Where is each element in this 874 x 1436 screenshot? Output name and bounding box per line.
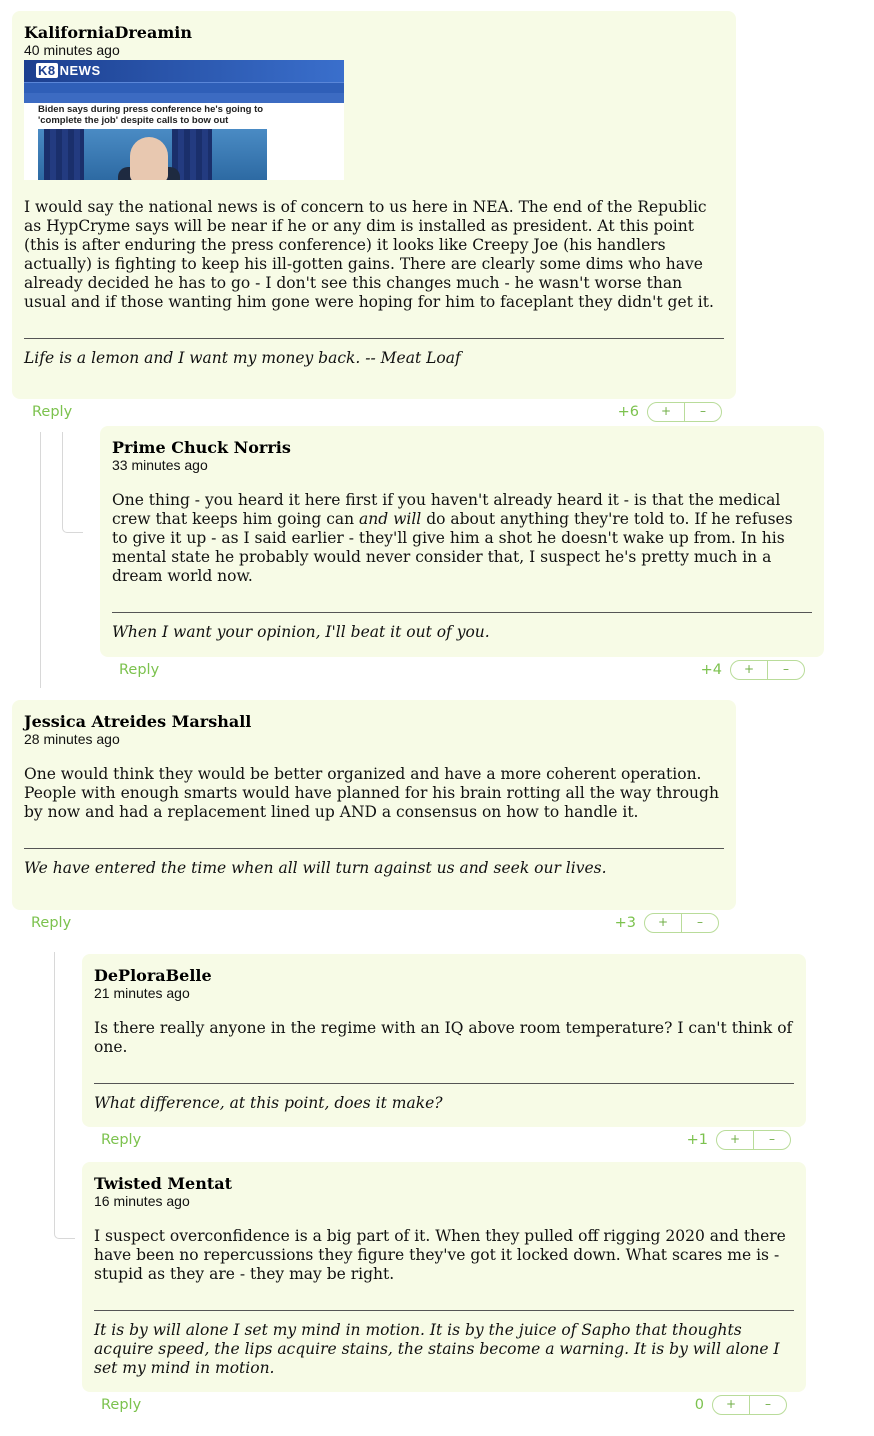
comment-card — [12, 11, 736, 399]
vote-score: +1 — [686, 1132, 708, 1148]
vote-controls — [701, 660, 805, 680]
comment-author[interactable]: KaliforniaDreamin — [24, 23, 192, 42]
comment-author[interactable]: Jessica Atreides Marshall — [24, 712, 252, 731]
comment-body: Is there really anyone in the regime with an IQ above room temperature? I can't think of one. — [94, 1019, 793, 1056]
comment-signature: We have entered the time when all will turn against us and seek our lives. — [24, 859, 607, 877]
reply-button[interactable]: Reply — [119, 662, 160, 678]
upvote-button[interactable]: + — [657, 915, 669, 929]
downvote-button[interactable]: – — [684, 403, 721, 421]
comment-body: I suspect overconfidence is a big part of it. When they pulled off rigging 2020 and there have been no repercussions they figure they've got it locked down. What scares me is - stupid as they are - they may be right. — [94, 1227, 786, 1283]
upvote-button[interactable]: + — [729, 1132, 741, 1146]
comment-timestamp: 40 minutes ago — [24, 42, 120, 58]
signature-divider — [24, 848, 724, 849]
vote-controls — [618, 402, 722, 422]
vote-buttons — [647, 402, 722, 422]
vote-controls — [687, 1130, 791, 1150]
upvote-button[interactable]: + — [725, 1397, 737, 1411]
thread-line — [40, 432, 41, 688]
comment-card — [12, 700, 736, 910]
thread-elbow — [62, 432, 83, 533]
signature-divider — [94, 1310, 794, 1311]
thread-line — [54, 952, 55, 1038]
vote-buttons — [716, 1130, 791, 1150]
vote-score: +4 — [700, 662, 722, 678]
news-headline: Biden says during press conference he's going to 'complete the job' despite calls to bow out — [38, 104, 264, 126]
downvote-button[interactable]: – — [681, 914, 718, 932]
vote-score: +3 — [614, 915, 636, 931]
news-nav-bar — [24, 82, 344, 93]
vote-controls — [695, 1395, 787, 1415]
emphasis-text: and will — [359, 510, 422, 528]
comment-card — [100, 426, 824, 657]
comment-author[interactable]: Prime Chuck Norris — [112, 438, 291, 457]
downvote-button[interactable]: – — [767, 661, 804, 679]
comment-timestamp: 21 minutes ago — [94, 985, 190, 1001]
downvote-button[interactable]: – — [749, 1396, 786, 1414]
person-face-graphic — [130, 137, 168, 180]
comment-actions — [119, 660, 805, 682]
signature-divider — [94, 1083, 794, 1084]
reply-button[interactable]: Reply — [32, 404, 73, 420]
thread-elbow — [54, 1038, 75, 1239]
comment-signature: It is by will alone I set my mind in motion. It is by the juice of Sapho that thoughts acquire speed, the lips acquire stains, the stains become a warning. It is by will alone I set my mind in motion. — [94, 1321, 780, 1377]
comment-card — [82, 1162, 806, 1392]
comment-author[interactable]: DePloraBelle — [94, 966, 212, 985]
vote-buttons — [730, 660, 805, 680]
news-screenshot-image[interactable] — [24, 60, 344, 180]
vote-score: 0 — [694, 1397, 704, 1413]
reply-button[interactable]: Reply — [31, 915, 72, 931]
comment-signature: When I want your opinion, I'll beat it out of you. — [112, 623, 490, 641]
downvote-button[interactable]: – — [753, 1131, 790, 1149]
vote-score: +6 — [617, 404, 639, 420]
vote-buttons — [644, 913, 719, 933]
signature-divider — [24, 338, 724, 339]
news-header — [24, 60, 344, 82]
comment-card — [82, 954, 806, 1127]
comment-actions — [101, 1395, 787, 1417]
comment-body: I would say the national news is of concern to us here in NEA. The end of the Republic as HypCryme says will be near if he or any dim is installed as president. At this point (this is after enduring the press conference) it looks like Creepy Joe (his handlers actually) is fighting to keep his ill-gotten gains. There are clearly some dims who have already decided he has to go - I don't see this changes much - he wasn't worse than usual and if those wanting him gone were hoping for him to faceplant they didn't get it. — [24, 198, 714, 311]
comment-timestamp: 33 minutes ago — [112, 457, 208, 473]
comment-timestamp: 16 minutes ago — [94, 1193, 190, 1209]
comment-actions — [31, 913, 719, 935]
comment-author[interactable]: Twisted Mentat — [94, 1174, 233, 1193]
signature-divider — [112, 612, 812, 613]
comment-actions — [32, 402, 722, 424]
news-logo: K8 NEWS — [38, 63, 101, 78]
comment-signature: Life is a lemon and I want my money back. -- Meat Loaf — [24, 349, 461, 367]
news-sub-bar — [24, 93, 344, 103]
upvote-button[interactable]: + — [743, 662, 755, 676]
flag-graphic — [44, 129, 84, 180]
vote-controls — [615, 913, 719, 933]
comment-body: One thing - you heard it here first if you haven't already heard it - is that the medical crew that keeps him going can and will do about anything they're told to. If he refuses to give it up - as I said earlier - they'll give him a shot he doesn't wake up from. In his mental state he probably would never consider that, I suspect he's pretty much in a dream world now. — [112, 491, 793, 585]
comment-timestamp: 28 minutes ago — [24, 731, 120, 747]
reply-button[interactable]: Reply — [101, 1397, 142, 1413]
news-photo — [38, 129, 267, 180]
vote-buttons — [712, 1395, 787, 1415]
comment-signature: What difference, at this point, does it make? — [94, 1094, 443, 1112]
upvote-button[interactable]: + — [660, 404, 672, 418]
comment-actions — [101, 1130, 791, 1152]
reply-button[interactable]: Reply — [101, 1132, 142, 1148]
comment-body: One would think they would be better organized and have a more coherent operation. People with enough smarts would have planned for his brain rotting all the way through by now and had a replacement lined up AND a consensus on how to handle it. — [24, 765, 719, 821]
